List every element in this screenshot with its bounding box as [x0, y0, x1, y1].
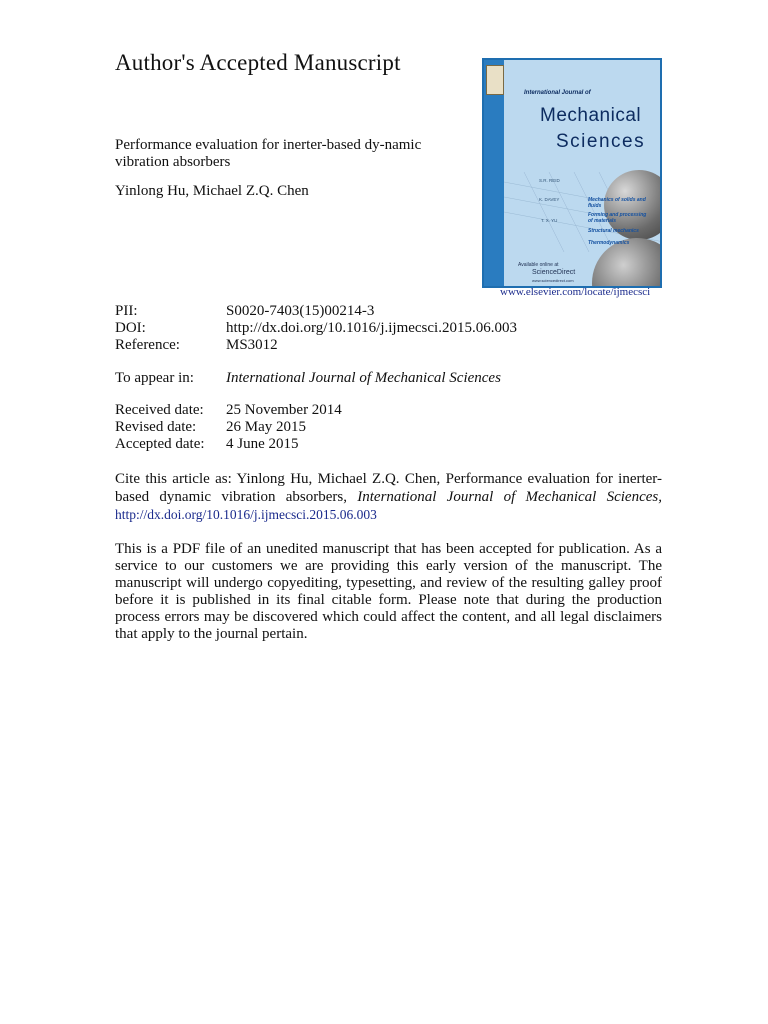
doi-value[interactable]: http://dx.doi.org/10.1016/j.ijmecsci.2015.06.003	[226, 320, 517, 336]
revised-value: 26 May 2015	[226, 419, 306, 435]
doi-label: DOI:	[115, 320, 146, 336]
cover-editor: T. X. YU	[541, 218, 558, 223]
pii-value: S0020-7403(15)00214-3	[226, 303, 375, 319]
sciencedirect-url: www.sciencedirect.com	[532, 278, 574, 283]
cover-available-text: Available online at	[518, 262, 559, 268]
cover-journal-prefix: International Journal of	[524, 90, 591, 96]
citation-journal: International Journal of Mechanical Sciences,	[357, 488, 662, 505]
paper-title: Performance evaluation for inerter-based dy-namic vibration absorbers	[115, 137, 422, 170]
paper-authors: Yinlong Hu, Michael Z.Q. Chen	[115, 183, 309, 199]
cover-topic: Thermodynamics	[588, 240, 630, 246]
meta-received	[115, 402, 342, 419]
reference-value: MS3012	[226, 337, 278, 353]
meta-revised	[115, 419, 306, 436]
pii-label: PII:	[115, 303, 138, 319]
cover-topic: Structural mechanics	[588, 228, 639, 234]
meta-pii	[115, 303, 374, 320]
citation-doi-link[interactable]: http://dx.doi.org/10.1016/j.ijmecsci.2015.06.003	[115, 507, 377, 522]
cover-editor: K. DAVEY	[539, 197, 560, 202]
journal-cover-image	[482, 58, 662, 288]
manuscript-heading: Author's Accepted Manuscript	[115, 50, 401, 75]
elsevier-logo-icon	[486, 65, 504, 95]
reference-label: Reference:	[115, 337, 180, 353]
received-value: 25 November 2014	[226, 402, 342, 418]
revised-label: Revised date:	[115, 419, 197, 435]
cover-journal-sciences: Sciences	[556, 131, 646, 152]
meta-appear	[115, 370, 501, 387]
cover-editor: S.R. REID	[539, 178, 560, 183]
citation-text: Cite this article as: Yinlong Hu, Michael Z.Q. Chen, Performance evaluation for inerter-based dynamic vibration absorbers,	[115, 471, 662, 505]
received-label: Received date:	[115, 402, 204, 418]
cover-topic: Forming and processing of materials	[588, 212, 647, 224]
accepted-label: Accepted date:	[115, 436, 205, 452]
meta-accepted	[115, 436, 299, 453]
appear-value: International Journal of Mechanical Sciences	[226, 370, 501, 386]
manuscript-note: This is a PDF file of an unedited manuscript that has been accepted for publication. As a service to our customers we are providing this early version of the manuscript. The manuscript will undergo copyediting, typesetting, and review of the resulting galley proof before it is published in its final citable form. Please note that during the production process errors may be discovered which could affect the content, and all legal disclaimers that apply to the journal pertain.	[115, 541, 662, 642]
meta-reference	[115, 337, 278, 354]
sciencedirect-logo: ScienceDirect	[532, 269, 576, 276]
meta-doi	[115, 320, 517, 337]
citation-paragraph	[115, 471, 662, 525]
cover-topic: Mechanics of solids and fluids	[588, 197, 646, 209]
appear-label: To appear in:	[115, 370, 194, 386]
accepted-value: 4 June 2015	[226, 436, 299, 452]
journal-url-link[interactable]: www.elsevier.com/locate/ijmecsci	[500, 286, 651, 298]
cover-journal-mechanical: Mechanical	[540, 105, 642, 126]
